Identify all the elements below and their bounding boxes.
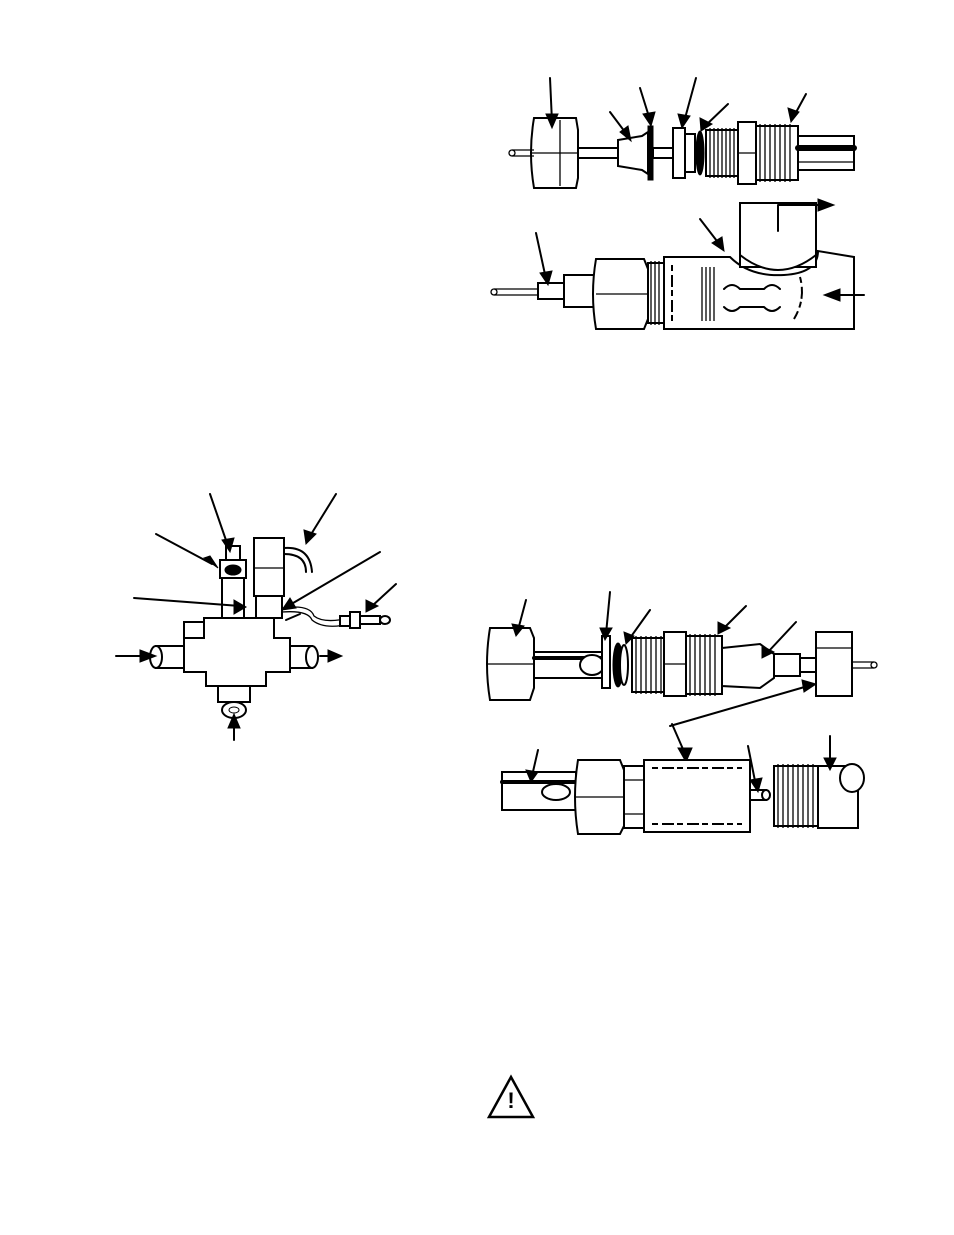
figure-exploded-fitting-top <box>500 70 870 200</box>
figure-sensor-installed <box>496 720 876 840</box>
warning-triangle-icon <box>486 1074 536 1120</box>
figure-installed-fitting-top <box>488 195 868 340</box>
warning-symbol: ! <box>507 1088 515 1113</box>
figure-sensor-exploded <box>484 588 884 708</box>
figure-solenoid-valve <box>110 488 410 748</box>
